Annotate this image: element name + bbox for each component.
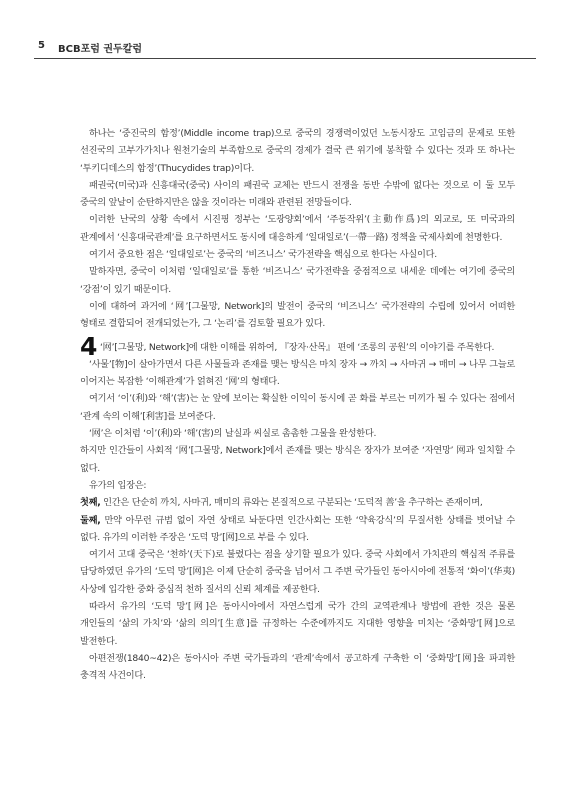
paragraph: 아편전쟁(1840~42)은 동아시아 주변 국가들과의 ‘관계’속에서 공고하게 구축한 이 ‘중화망’[网]을 파괴한 충격적 사건이다. bbox=[80, 652, 515, 682]
header-rule bbox=[34, 58, 536, 59]
paragraph: 여기서 ‘이’(利)와 ‘해’(害)는 눈 앞에 보이는 확실한 이익이 동시에 곧 화를 부르는 미끼가 될 수 있다는 점에서 ‘관계 속의 이해’[利害]를 보여준다. bbox=[80, 393, 515, 422]
section-number: 4 bbox=[80, 331, 98, 361]
section-intro: ‘网’[그물망, Network]에 대한 이해를 위하여, 『장자·산목』 편에 ‘조롱의 공원’의 이야기를 주목한다. bbox=[100, 341, 495, 353]
paragraph: 이에 대하여 과거에 ‘网’[그물망, Network]의 발전이 중국의 ‘비즈니스’ 국가전략의 수립에 있어서 어떠한 형태로 결합되어 전개되었는가, 그 ‘논리’를 검토할 필요가 있다. bbox=[80, 300, 515, 330]
paragraph: 여기서 고대 중국은 ‘천하’(天下)로 불렸다는 점을 상기할 필요가 있다. 중국 사회에서 가치관의 핵심적 주류를 담당하였던 유가의 ‘도덕 망’[网]은 이제 단순히 중국을 넘어서 그 주변 국가들인 동아시아에 전통적 ‘화이’(华夷) 사상에 입각한 중화 중심적 천하 질서의 신뢰 체계를 제공한다. bbox=[80, 549, 515, 595]
paragraph: 말하자면, 중국이 이처럼 ‘일대일로’를 통한 ‘비즈니스’ 국가전략을 중점적으로 내세운 데에는 여기에 중국의 ‘강점’이 있기 때문이다. bbox=[80, 266, 515, 295]
page-header bbox=[34, 40, 534, 54]
paragraph: 하나는 ‘중진국의 함정’(Middle income trap)으로 중국의 경쟁력이었던 노동시장도 고임금의 문제로 또한 선진국의 고부가가치나 원천기술의 부족함으로 중국의 경제가 결국 큰 위기에 봉착할 수 있다는 것과 또 하나는 ‘투키디데스의 함정’(Thucydides trap)이다. bbox=[80, 128, 515, 174]
paragraph: ‘사물’[物]이 살아가면서 다른 사물들과 존재를 맺는 방식은 마치 장자 → 까치 → 사마귀 → 매미 → 나무 그늘로 이어지는 복잡한 ‘이해관계’가 얽혀진 ‘网’의 형태다. bbox=[80, 358, 515, 388]
list-lead: 첫째, bbox=[80, 497, 101, 509]
article-body bbox=[80, 125, 515, 685]
page-number: 5 bbox=[38, 40, 45, 51]
list-lead: 둘째, bbox=[80, 514, 101, 526]
paragraph: 따라서 유가의 ‘도덕 망’[网]은 동아시아에서 자연스럽게 국가 간의 교역관계나 방법에 관한 것은 물론 개인들의 ‘삶의 가치’와 ‘삶의 의의’[生意]를 규정하는 수준에까지도 지대한 영향을 미치는 ‘중화망’[网]으로 발전한다. bbox=[80, 601, 515, 647]
section-4 bbox=[80, 331, 515, 361]
paragraph: 유가의 입장은: bbox=[89, 479, 147, 491]
paragraph: 하지만 인간들이 사회적 ‘网’[그물망, Network]에서 존재를 맺는 방식은 장자가 보여준 ‘자연망’ 网과 일치할 수 없다. bbox=[80, 445, 515, 474]
paragraph: 패권국(미국)과 신흥대국(중국) 사이의 패권국 교체는 반드시 전쟁을 동반 수밖에 없다는 것으로 이 둘 모두 중국의 앞날이 순탄하지만은 않을 것이라는 미래와 관련된 전망들이다. bbox=[80, 179, 515, 209]
section-title: BCB포럼 권두칼럼 bbox=[58, 44, 143, 55]
paragraph: 이러한 난국의 상황 속에서 시진핑 정부는 ‘도광양회’에서 ‘주동작위’(主動作爲)의 외교로, 또 미국과의 관계에서 ‘신흥대국관계’를 요구하면서도 동시에 대응하게 ‘일대일로’(一帶一路) 정책을 국제사회에 천명한다. bbox=[80, 214, 515, 243]
paragraph: 여기서 중요한 점은 ‘일대일로’는 중국의 ‘비즈니스’ 국가전략을 핵심으로 한다는 사실이다. bbox=[89, 249, 437, 261]
paragraph bbox=[80, 494, 515, 511]
paragraph: ‘网’은 이처럼 ‘이’(利)와 ‘해’(害)의 날실과 씨실로 촘촘한 그물을 완성한다. bbox=[89, 428, 377, 440]
list-text: 만약 아무런 규범 없이 자연 상태로 놔둔다면 인간사회는 또한 ‘약육강식’의 무질서한 상태를 벗어날 수 없다. 유가의 이러한 주장은 ‘도덕 망’[网]으로 부를 수 있다. bbox=[80, 514, 515, 543]
list-text: 인간은 단순히 까치, 사마귀, 매미의 류와는 본질적으로 구분되는 ‘도덕적 善’을 추구하는 존재이며, bbox=[100, 497, 483, 509]
paragraph bbox=[80, 512, 515, 547]
